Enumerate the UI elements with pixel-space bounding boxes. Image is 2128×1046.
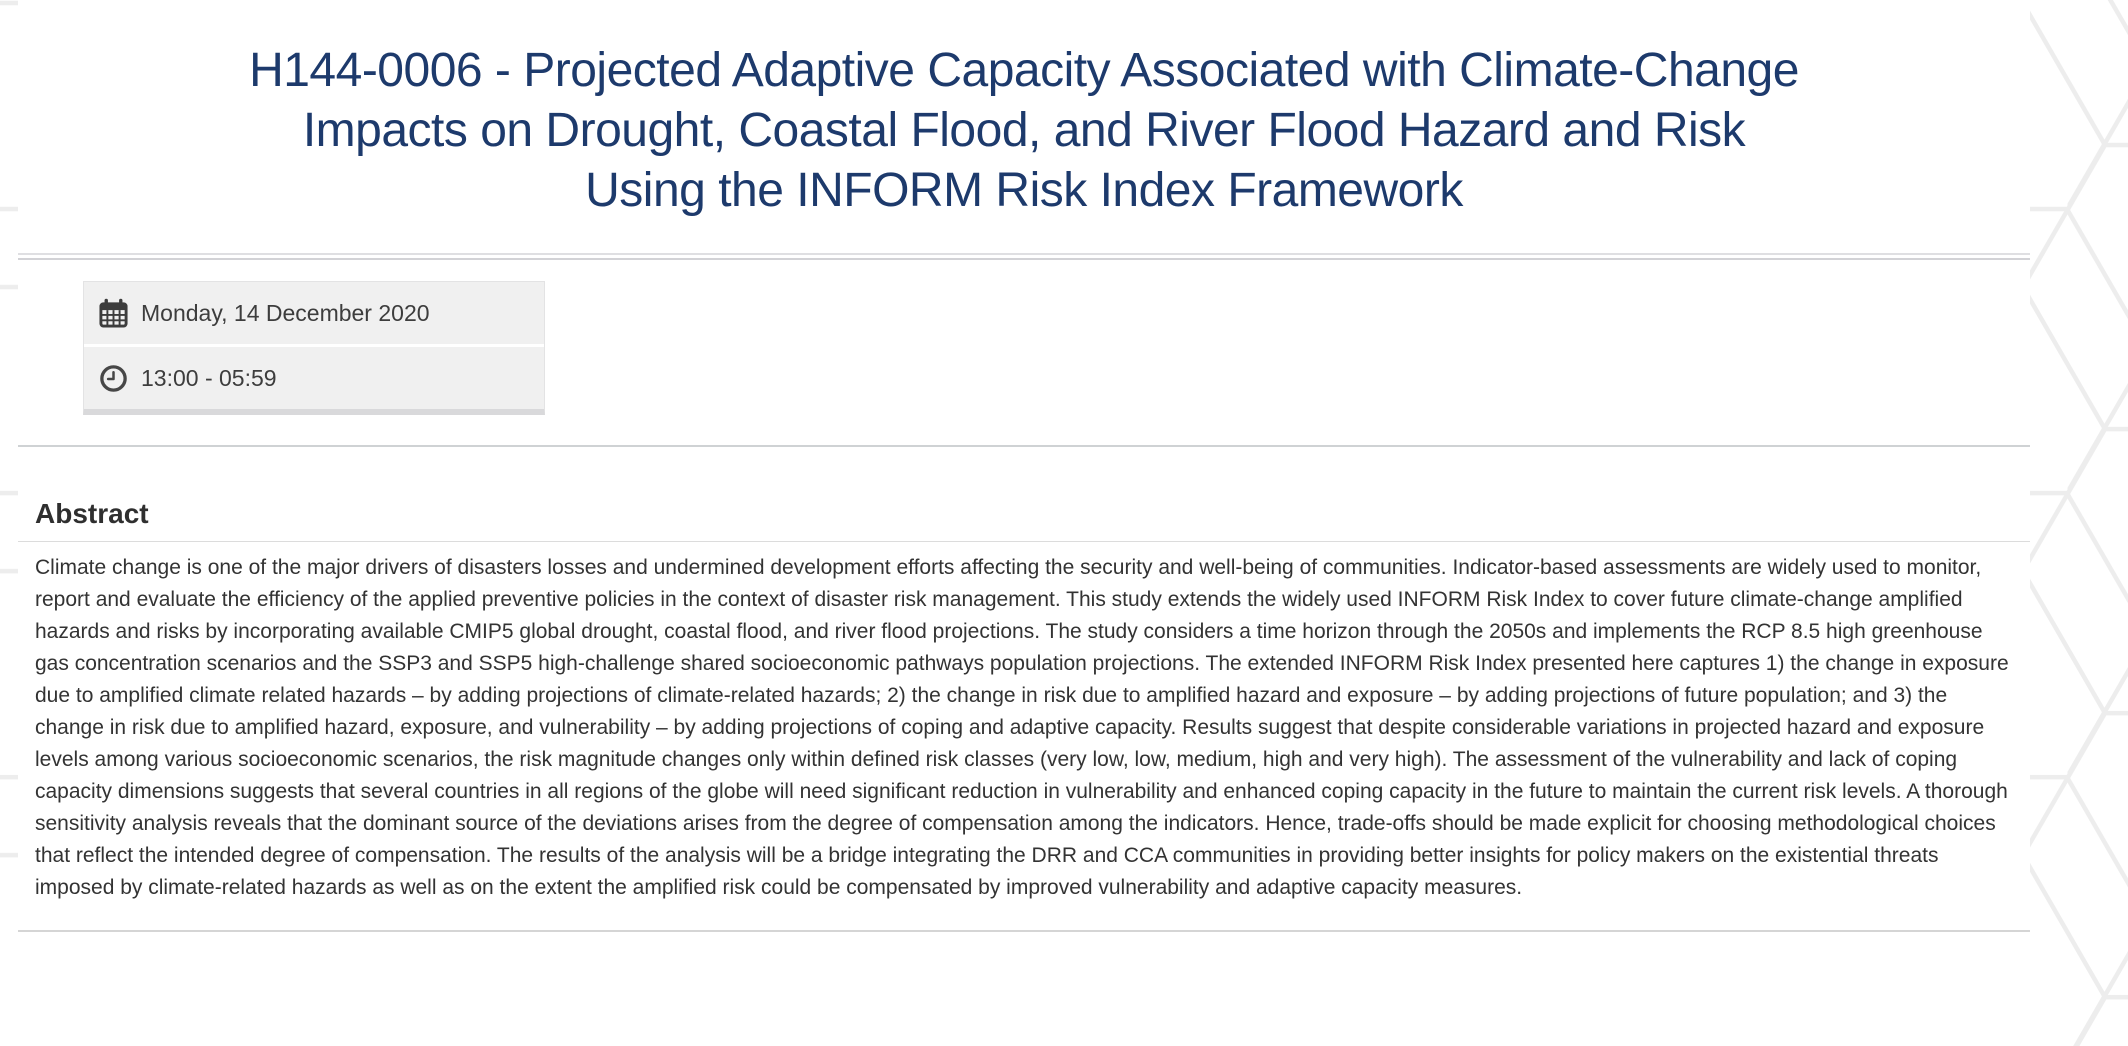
title-divider bbox=[18, 253, 2030, 260]
session-info-box bbox=[83, 281, 545, 415]
page-title bbox=[18, 32, 2030, 221]
page-title-line-3: Using the INFORM Risk Index Framework bbox=[585, 164, 1463, 218]
session-date-row bbox=[84, 282, 544, 344]
content-column bbox=[18, 0, 2030, 1046]
abstract-text: Climate change is one of the major drivers of disasters losses and undermined development efforts affecting the security and well-being of communities. Indicator-based assessments are widely used to monitor, report and evaluate the efficiency of the applied preventive policies in the context of disaster risk management. This study extends the widely used INFORM Risk Index to cover future climate-change amplified hazards and risks by incorporating available CMIP5 global drought, coastal flood, and river flood projections. The study considers a time horizon through the 2050s and implements the RCP 8.5 high greenhouse gas concentration scenarios and the SSP3 and SSP5 high-challenge shared socioeconomic pathways population projections. The extended INFORM Risk Index presented here captures 1) the change in exposure due to amplified climate related hazards – by adding projections of climate-related hazards; 2) the change in risk due to amplified hazard and exposure – by adding projections of future population; and 3) the change in risk due to amplified hazard, exposure, and vulnerability – by adding projections of coping and adaptive capacity. Results suggest that despite considerable variations in projected hazard and exposure levels among various socioeconomic scenarios, the risk magnitude changes only within defined risk classes (very low, low, medium, high and very high). The assessment of the vulnerability and lack of coping capacity dimensions suggests that several countries in all regions of the globe will need significant reduction in vulnerability and enhanced coping capacity in the future to maintain the current risk levels. A thorough sensitivity analysis reveals that the dominant source of the deviations arises from the degree of compensation among the indicators. Hence, trade-offs should be made explicit for choosing methodological choices that reflect the intended degree of compensation. The results of the analysis will be a bridge integrating the DRR and CCA communities in providing better insights for policy makers on the existential threats imposed by climate-related hazards as well as on the extent the amplified risk could be compensated by improved vulnerability and adaptive capacity measures. bbox=[35, 556, 2009, 900]
abstract-bottom-divider bbox=[18, 930, 2030, 932]
section-divider bbox=[18, 445, 2030, 447]
page-title-line-2: Impacts on Drought, Coastal Flood, and River Flood Hazard and Risk bbox=[302, 104, 1746, 158]
abstract-heading: Abstract bbox=[35, 498, 149, 530]
abstract-heading-divider bbox=[18, 541, 2030, 542]
session-time: 13:00 - 05:59 bbox=[141, 364, 277, 391]
session-time-row bbox=[84, 344, 544, 409]
session-date: Monday, 14 December 2020 bbox=[141, 299, 430, 326]
clock-icon bbox=[98, 363, 129, 394]
calendar-icon bbox=[98, 298, 129, 329]
page-title-line-1: H144-0006 - Projected Adaptive Capacity Associated with Climate-Change bbox=[249, 44, 1799, 98]
